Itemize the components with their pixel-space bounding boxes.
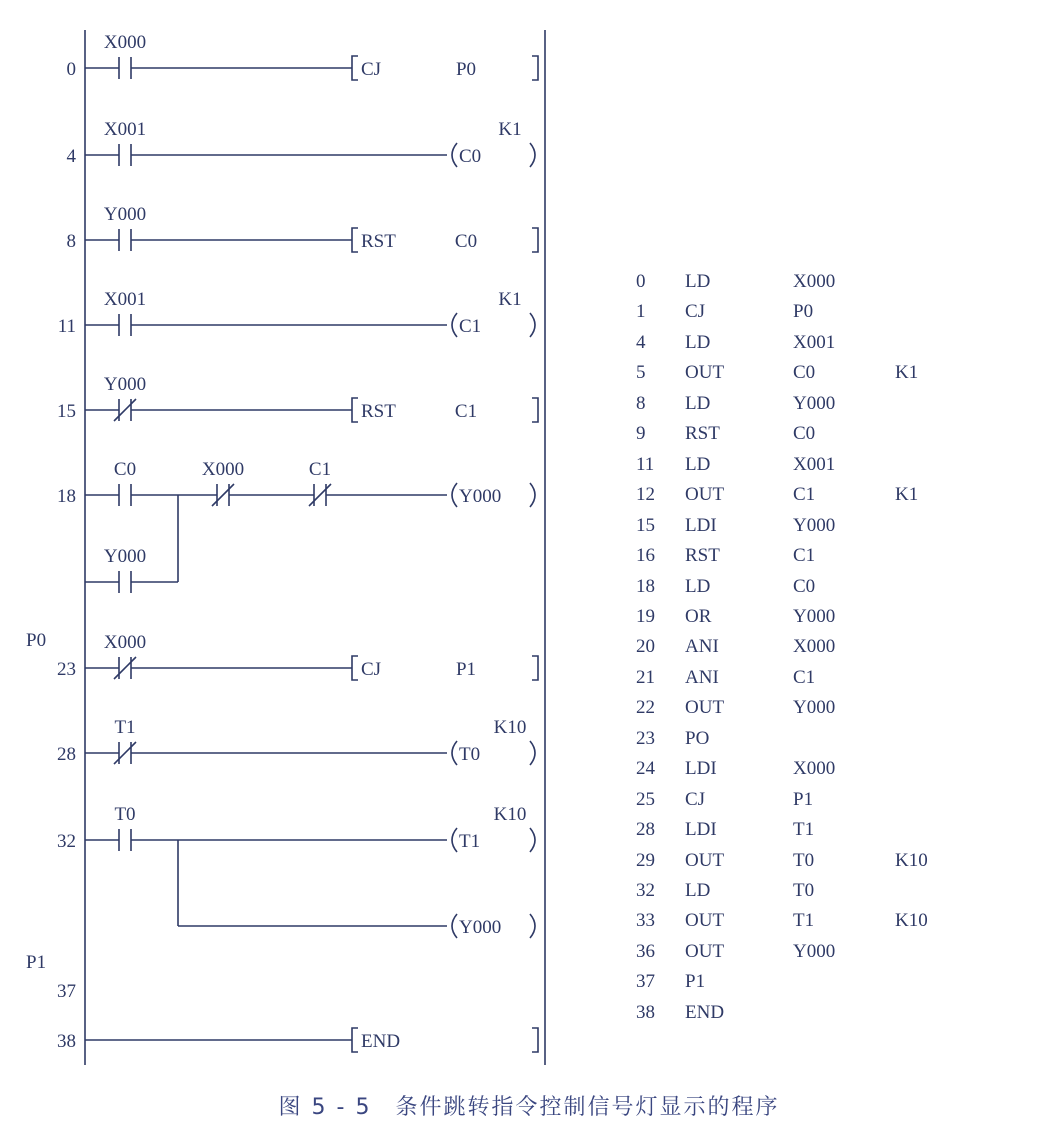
instruction-mnemonic: LD	[685, 271, 711, 292]
instruction-step: 16	[636, 545, 655, 567]
rung-11-step-number: 11	[57, 316, 76, 337]
rung-18-coil-right	[530, 483, 535, 507]
instruction-step: 32	[636, 880, 655, 901]
rung-32-parallel-coil-left	[452, 914, 457, 938]
instruction-step: 28	[636, 819, 655, 841]
rung-28-coil-right	[530, 741, 535, 765]
rung-18-contact-2-label: C1	[308, 459, 332, 480]
instruction-operand: X000	[793, 271, 836, 292]
instruction-mnemonic: P1	[685, 971, 706, 993]
rung-18-branch-contact-label: Y000	[103, 546, 147, 567]
figure-caption: 图 5 - 5 条件跳转指令控制信号灯显示的程序	[278, 1095, 780, 1120]
rung-8-bracket-right	[532, 228, 538, 252]
instruction-mnemonic: OUT	[685, 940, 725, 962]
instruction-mnemonic: OUT	[685, 697, 725, 719]
rung-23-contact-0-label: X000	[103, 632, 147, 653]
rung-32-coil-constant: K10	[493, 804, 527, 825]
instruction-mnemonic: LDI	[685, 758, 717, 780]
instruction-mnemonic: ANI	[685, 636, 719, 658]
instruction-operand: T1	[793, 819, 815, 841]
instruction-step: 22	[636, 697, 655, 719]
rung-32-contact-0-label: T0	[114, 804, 136, 825]
rung-0-instruction: CJ	[361, 59, 382, 80]
instruction-operand: P1	[793, 788, 814, 810]
rung-28-coil-left	[452, 741, 457, 765]
instruction-operand: C0	[793, 423, 816, 445]
rung-0-operand: P0	[455, 59, 477, 80]
instruction-operand: Y000	[793, 697, 836, 719]
instruction-step: 11	[636, 453, 655, 475]
rung-11-contact-0-label: X001	[103, 289, 147, 310]
rung-23-bracket-left	[352, 656, 358, 680]
rung-15-step-number: 15	[57, 401, 76, 422]
rung-18-contact-1-label: X000	[201, 459, 245, 480]
instruction-step: 1	[636, 301, 646, 323]
instruction-operand: Y000	[793, 514, 836, 536]
rung-4-coil-right	[530, 143, 535, 167]
instruction-step: 36	[636, 940, 655, 962]
rung-15-contact-0-label: Y000	[103, 374, 147, 395]
instruction-mnemonic: LD	[685, 575, 711, 597]
rung-32-coil-name: T1	[459, 831, 481, 852]
instruction-mnemonic: LD	[685, 453, 711, 475]
instruction-mnemonic: LD	[685, 392, 711, 414]
instruction-operand: P0	[793, 301, 814, 323]
rung-11-coil-left	[452, 313, 457, 337]
rung-4-step-number: 4	[66, 146, 76, 167]
instruction-step: 15	[636, 514, 655, 536]
rung-15-bracket-left	[352, 398, 358, 422]
instruction-operand: X000	[793, 636, 836, 658]
instruction-constant: K10	[895, 910, 928, 932]
instruction-operand: Y000	[793, 392, 836, 414]
rung-32-coil-right	[530, 828, 535, 852]
instruction-step: 21	[636, 666, 655, 688]
instruction-operand: C0	[793, 575, 816, 597]
rung-4-contact-0-label: X001	[103, 119, 147, 140]
rung-4-coil-constant: K1	[498, 119, 522, 140]
instruction-mnemonic: END	[685, 1001, 725, 1023]
instruction-step: 5	[636, 362, 646, 384]
instruction-step: 9	[636, 423, 646, 445]
rung-0-bracket-right	[532, 56, 538, 80]
rung-23-pointer-label: P0	[26, 630, 47, 651]
instruction-operand: X001	[793, 453, 836, 475]
rung-38-bracket-right	[532, 1028, 538, 1052]
instruction-mnemonic: OR	[685, 605, 712, 627]
rung-37-pointer-label: P1	[26, 952, 47, 973]
rung-11-coil-constant: K1	[498, 289, 522, 310]
rung-8-bracket-left	[352, 228, 358, 252]
instruction-step: 25	[636, 788, 655, 810]
instruction-step: 0	[636, 271, 646, 292]
rung-37-step-number: 37	[57, 981, 76, 1002]
instruction-operand: X000	[793, 758, 836, 780]
instruction-operand: C1	[793, 666, 816, 688]
instruction-step: 18	[636, 575, 655, 597]
instruction-operand: T0	[793, 880, 815, 901]
rung-32-coil-left	[452, 828, 457, 852]
rung-28-step-number: 28	[57, 744, 76, 765]
rung-18-step-number: 18	[57, 486, 76, 507]
rung-32-parallel-coil-right	[530, 914, 535, 938]
instruction-step: 33	[636, 910, 655, 932]
rung-23-operand: P1	[455, 659, 477, 680]
rung-0-bracket-left	[352, 56, 358, 80]
instruction-step: 20	[636, 636, 655, 658]
instruction-operand: X001	[793, 331, 836, 353]
rung-18-coil-left	[452, 483, 457, 507]
instruction-operand: C1	[793, 484, 816, 506]
instruction-step: 29	[636, 849, 655, 871]
instruction-mnemonic: LD	[685, 880, 711, 901]
rung-23-step-number: 23	[57, 659, 76, 680]
rung-8-operand: C0	[454, 231, 478, 252]
rung-38-step-number: 38	[57, 1031, 76, 1052]
instruction-operand: C0	[793, 362, 816, 384]
rung-23-instruction: CJ	[361, 659, 382, 680]
instruction-operand: Y000	[793, 940, 836, 962]
instruction-step: 23	[636, 727, 655, 749]
instruction-step: 4	[636, 331, 646, 353]
instruction-mnemonic: ANI	[685, 666, 719, 688]
rung-11-coil-right	[530, 313, 535, 337]
instruction-mnemonic: CJ	[685, 788, 706, 810]
instruction-mnemonic: OUT	[685, 910, 725, 932]
instruction-mnemonic: RST	[685, 545, 720, 567]
rung-0-contact-0-label: X000	[103, 32, 147, 53]
instruction-operand: T1	[793, 910, 815, 932]
instruction-mnemonic: CJ	[685, 301, 706, 323]
rung-0-step-number: 0	[66, 59, 76, 80]
rung-18-coil-name: Y000	[459, 486, 502, 507]
rung-38-bracket-left	[352, 1028, 358, 1052]
instruction-step: 19	[636, 605, 655, 627]
instruction-mnemonic: RST	[685, 423, 720, 445]
rung-4-coil-left	[452, 143, 457, 167]
rung-8-contact-0-label: Y000	[103, 204, 147, 225]
instruction-mnemonic: LDI	[685, 819, 717, 841]
instruction-mnemonic: LD	[685, 331, 711, 353]
rung-11-coil-name: C1	[459, 316, 482, 337]
instruction-constant: K1	[895, 484, 919, 506]
instruction-mnemonic: OUT	[685, 484, 725, 506]
instruction-step: 8	[636, 392, 646, 414]
rung-15-operand: C1	[454, 401, 478, 422]
rung-15-bracket-right	[532, 398, 538, 422]
instruction-constant: K10	[895, 849, 928, 871]
instruction-mnemonic: OUT	[685, 849, 725, 871]
rung-38-instruction: END	[361, 1031, 401, 1052]
rung-32-step-number: 32	[57, 831, 76, 852]
rung-28-coil-constant: K10	[493, 717, 527, 738]
rung-4-coil-name: C0	[459, 146, 482, 167]
instruction-operand: T0	[793, 849, 815, 871]
instruction-step: 37	[636, 971, 655, 993]
rung-18-contact-0-label: C0	[113, 459, 137, 480]
instruction-mnemonic: LDI	[685, 514, 717, 536]
rung-28-contact-0-label: T1	[114, 717, 136, 738]
rung-23-bracket-right	[532, 656, 538, 680]
rung-8-step-number: 8	[66, 231, 76, 252]
instruction-operand: Y000	[793, 605, 836, 627]
instruction-constant: K1	[895, 362, 919, 384]
instruction-step: 12	[636, 484, 655, 506]
instruction-step: 38	[636, 1001, 655, 1023]
instruction-mnemonic: PO	[685, 727, 710, 749]
rung-28-coil-name: T0	[459, 744, 481, 765]
instruction-mnemonic: OUT	[685, 362, 725, 384]
instruction-step: 24	[636, 758, 655, 780]
rung-32-parallel-coil-name: Y000	[459, 917, 502, 938]
instruction-operand: C1	[793, 545, 816, 567]
rung-8-instruction: RST	[361, 231, 396, 252]
rung-15-instruction: RST	[361, 401, 396, 422]
